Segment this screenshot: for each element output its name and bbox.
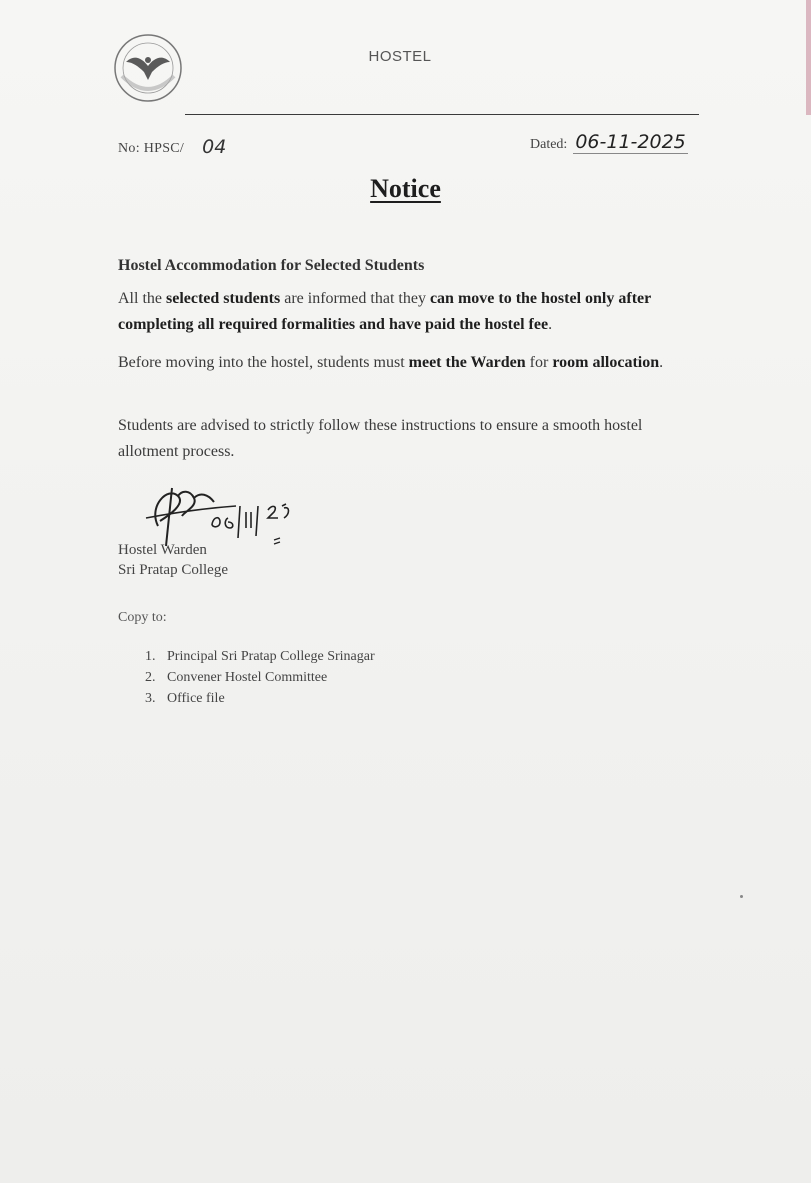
paper-speck (740, 895, 743, 898)
list-item: 2. Convener Hostel Committee (145, 670, 328, 685)
reference-label: No: HPSC/ (118, 141, 185, 156)
notice-subject: Hostel Accommodation for Selected Students (118, 257, 425, 274)
signatory-block (118, 540, 228, 580)
reference-number (118, 135, 226, 157)
paragraph-formalities: All the selected students are informed that they can move to the hostel only after completing all required formalities and have paid the hostel fee. (118, 290, 651, 333)
reference-value: 04 (202, 136, 227, 158)
copy-to-heading: Copy to: (118, 610, 167, 625)
signatory-designation: Hostel Warden (118, 542, 207, 558)
list-item: 1. Principal Sri Pratap College Srinagar (145, 649, 375, 664)
edge-stain (806, 0, 811, 115)
header-divider (185, 114, 699, 115)
header-title: HOSTEL (368, 48, 432, 65)
list-item: 3. Office file (145, 691, 225, 706)
notice-title: Notice (370, 174, 441, 203)
date-label: Dated: (530, 137, 568, 152)
date-value: 06-11-2025 (575, 131, 686, 153)
paragraph-instructions: Students are advised to strictly follow these instructions to ensure a smooth hostel allotment process. (118, 417, 643, 460)
paragraph-warden: Before moving into the hostel, students must meet the Warden for room allocation. (118, 354, 664, 371)
date-field (530, 131, 688, 153)
college-logo-icon (112, 32, 184, 104)
copy-list (145, 646, 375, 709)
signatory-institution: Sri Pratap College (118, 562, 228, 578)
